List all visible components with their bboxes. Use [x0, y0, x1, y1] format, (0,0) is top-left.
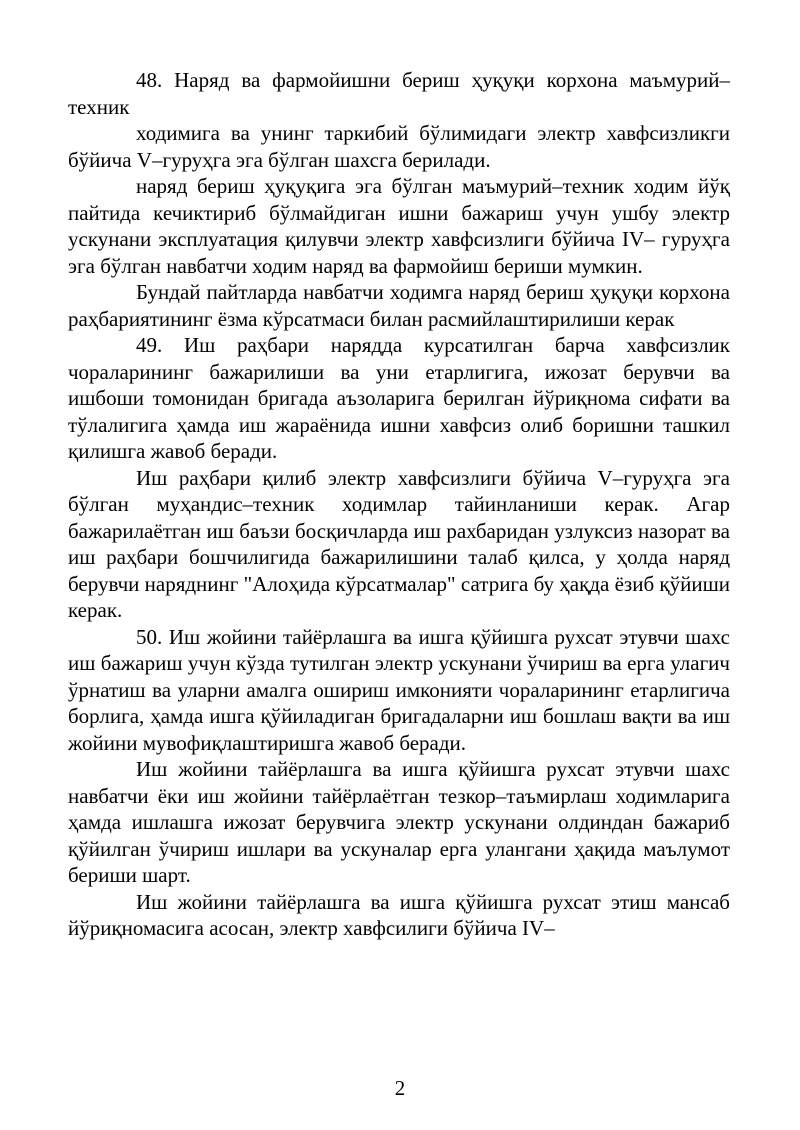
- paragraph-48-heading: 48. Наряд ва фармойишни бериш ҳуқуқи корхона маъмурий–техник: [68, 68, 730, 119]
- paragraph-48-continuation: ходимига ва унинг таркибий бўлимидаги электр хавфсизликги бўйича V–гуруҳга эга бўлган шахсга берилади.: [68, 121, 730, 172]
- paragraph-49-appointment: Иш раҳбари қилиб электр хавфсизлиги бўйича V–гуруҳга эга бўлган муҳандис–техник ходимлар тайинланиши керак. Агар бажарилаётган иш баъзи босқичларда иш рахбаридан узлуксиз назорат ва иш раҳбари бошчилигида бажарилишини талаб қилса, у ҳолда наряд берувчи наряднинг "Алоҳида кўрсатмалар" сатрига бу ҳақда ёзиб қўйиши керак.: [68, 465, 730, 622]
- paragraph-49: 49. Иш раҳбари нарядда курсатилган барча хавфсизлик чораларининг бажарилиши ва уни етарлигига, ижозат берувчи ва ишбоши томонидан бригада аъзоларига берилган йўриқнома сифати ва тўлалигига ҳамда иш жараёнида ишни хавфсиз олиб боришни ташкил қилишга жавоб беради.: [68, 333, 730, 463]
- paragraph-50-instruction: Иш жойини тайёрлашга ва ишга қўйишга рухсат этиш мансаб йўриқномасига асосан, электр хавфсилиги бўйича IV–: [68, 889, 730, 940]
- paragraph-50: 50. Иш жойини тайёрлашга ва ишга қўйишга рухсат этувчи шахс иш бажариш учун кўзда тутилган электр ускунани ўчириш ва ерга улагич ўрнатиш ва уларни амалга ошириш имконияти чораларининг етарлигича борлига, ҳамда ишга қўйиладиган бригадаларни иш бошлаш вақти ва иш жойини мувофиқлаштиришга жавоб беради.: [68, 624, 730, 755]
- paragraph-48-duty-officer: наряд бериш ҳуқуқига эга бўлган маъмурий–техник ходим йўқ пайтида кечиктириб бўлмайдиган ишни бажариш учун ушбу электр ускунани эксплуатация қилувчи электр хавфсизлиги бўйича IV– гуруҳга эга бўлган навбатчи ходим наряд ва фармойиш бериши мумкин.: [68, 174, 730, 278]
- paragraph-48-formalization: Бундай пайтларда навбатчи ходимга наряд бериш ҳуқуқи корхона раҳбариятининг ёзма кўрсатмаси билан расмийлаштирилиши керак: [68, 280, 730, 331]
- body-text: [68, 67, 730, 942]
- paragraph-50-notification: Иш жойини тайёрлашга ва ишга қўйишга рухсат этувчи шахс навбатчи ёки иш жойини тайёрлаётган тезкор–таъмирлаш ходимларига ҳамда ишлашга ижозат берувчига электр ускунани олдиндан бажариб қўйилган ўчириш ишлари ва ускуналар ерга улангани ҳақида маълумот бериши шарт.: [68, 757, 730, 887]
- page-number: 2: [394, 1076, 406, 1100]
